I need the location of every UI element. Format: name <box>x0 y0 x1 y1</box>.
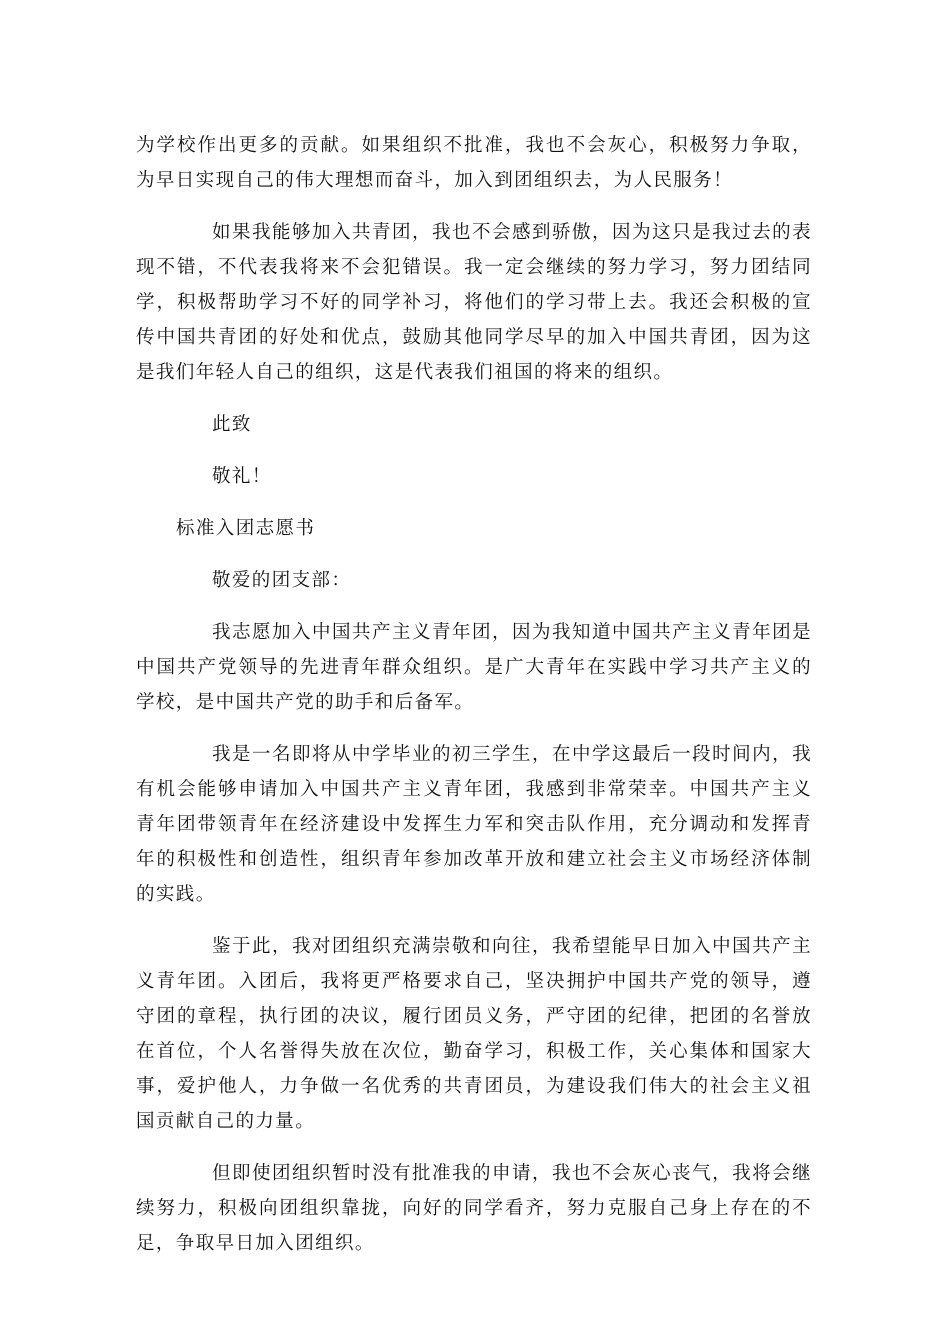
paragraph-continuation: 为学校作出更多的贡献。如果组织不批准，我也不会灰心，积极努力争取，为早日实现自己的伟大理想而奋斗，加入到团组织去，为人民服务！ <box>136 135 812 191</box>
section-title: 标准入团志愿书 <box>176 518 316 539</box>
closing-respect: 敬礼！ <box>212 466 272 487</box>
document-page <box>136 128 812 1261</box>
paragraph-pledge: 如果我能够加入共青团，我也不会感到骄傲，因为这只是我过去的表现不错，不代表我将来不会犯错误。我一定会继续的努力学习，努力团结同学，积极帮助学习不好的同学补习，将他们的学习带上去。我还会积极的宣传中国共青团的好处和优点，鼓励其他同学尽早的加入中国共青团，因为这是我们年轻人自己的组织，这是代表我们祖国的将来的组织。 <box>136 222 812 383</box>
paragraph-intent: 我志愿加入中国共产主义青年团，因为我知道中国共产主义青年团是中国共产党领导的先进青年群众组织。是广大青年在实践中学习共产主义的学校，是中国共产党的助手和后备军。 <box>136 622 812 713</box>
paragraph-resolve: 但即使团组织暂时没有批准我的申请，我也不会灰心丧气，我将会继续努力，积极向团组织靠拢，向好的同学看齐，努力克服自己身上存在的不足，争取早日加入团组织。 <box>136 1163 812 1254</box>
letter-greeting: 敬爱的团支部： <box>212 570 352 591</box>
closing-salutation: 此致 <box>212 414 252 435</box>
paragraph-commitment: 鉴于此，我对团组织充满崇敬和向往，我希望能早日加入中国共产主义青年团。入团后，我将更严格要求自己，坚决拥护中国共产党的领导，遵守团的章程，执行团的决议，履行团员义务，严守团的纪律，把团的名誉放在首位，个人名誉得失放在次位，勤奋学习，积极工作，关心集体和国家大事，爱护他人，力争做一名优秀的共青团员，为建设我们伟大的社会主义祖国贡献自己的力量。 <box>136 936 812 1132</box>
paragraph-background: 我是一名即将从中学毕业的初三学生，在中学这最后一段时间内，我有机会能够申请加入中国共产主义青年团，我感到非常荣幸。中国共产主义青年团带领青年在经济建设中发挥生力军和突击队作用，充分调动和发挥青年的积极性和创造性，组织青年参加改革开放和建立社会主义市场经济体制的实践。 <box>136 744 812 905</box>
